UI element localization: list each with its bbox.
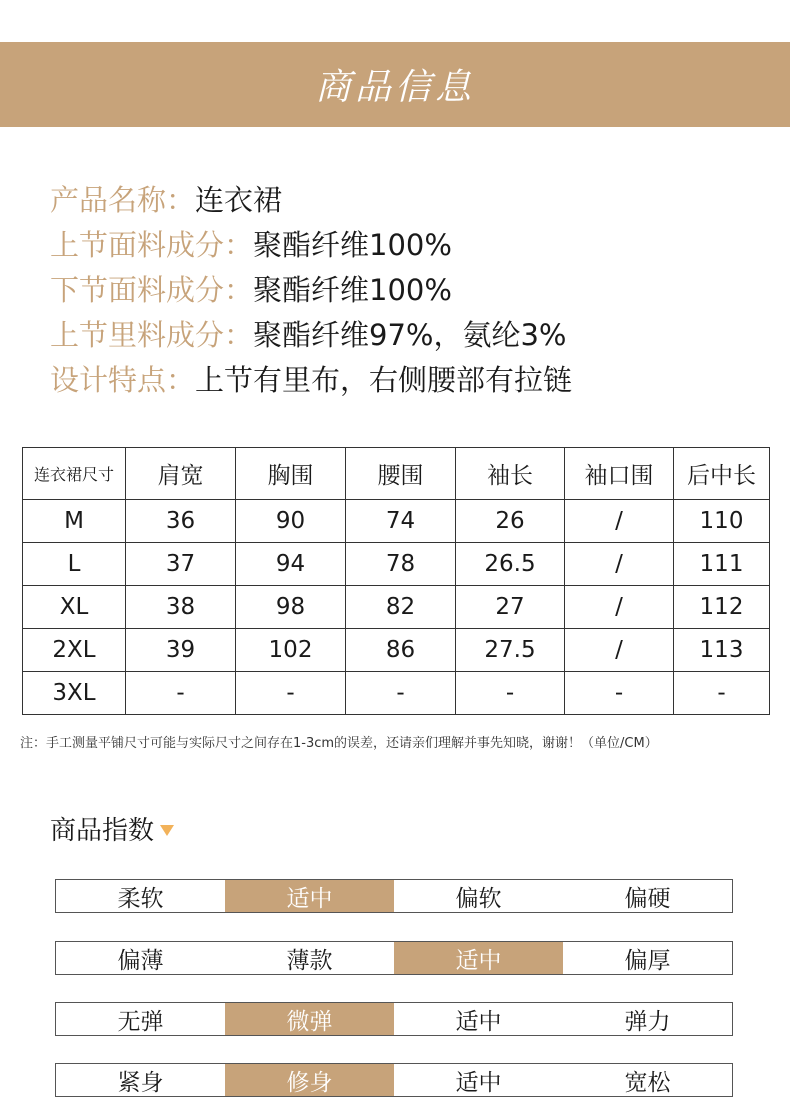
table-cell: 26.5: [456, 543, 565, 586]
index-option: 适中: [455, 1069, 502, 1096]
triangle-down-icon: [160, 825, 174, 836]
info-row-name: [50, 178, 572, 223]
table-cell: 112: [674, 586, 770, 629]
table-header-cell: 腰围: [346, 448, 456, 500]
info-key: 产品名称：: [50, 183, 196, 217]
index-option: 偏厚: [624, 947, 671, 974]
index-section-title: [50, 810, 174, 847]
table-cell: -: [565, 672, 674, 715]
banner-title: 商品信息: [314, 67, 475, 108]
table-cell: 39: [126, 629, 236, 672]
index-title-text: 商品指数: [50, 816, 155, 846]
table-cell: 78: [346, 543, 456, 586]
table-cell: 38: [126, 586, 236, 629]
table-header-cell: 连衣裙尺寸: [23, 448, 126, 500]
info-row-design: [50, 358, 572, 403]
table-cell: -: [674, 672, 770, 715]
table-cell: 113: [674, 629, 770, 672]
index-bar-fit: [55, 1063, 733, 1097]
index-option: 适中: [394, 942, 563, 974]
table-header-cell: 袖长: [456, 448, 565, 500]
index-option: 柔软: [117, 885, 164, 912]
table-cell: 86: [346, 629, 456, 672]
table-cell: XL: [23, 586, 126, 629]
table-cell: -: [346, 672, 456, 715]
table-cell: 111: [674, 543, 770, 586]
table-cell: -: [126, 672, 236, 715]
table-cell: 26: [456, 500, 565, 543]
table-cell: /: [565, 543, 674, 586]
table-cell: 90: [236, 500, 346, 543]
table-cell: 27.5: [456, 629, 565, 672]
index-option: 弹力: [624, 1008, 671, 1035]
table-row: [23, 672, 770, 715]
size-table: [22, 447, 770, 715]
table-cell: 110: [674, 500, 770, 543]
table-header-cell: 袖口围: [565, 448, 674, 500]
info-value: 聚酯纤维100%: [253, 228, 452, 262]
index-option: 无弹: [117, 1008, 164, 1035]
table-cell: L: [23, 543, 126, 586]
table-header-row: [23, 448, 770, 500]
measurement-note: 注：手工测量平铺尺寸可能与实际尺寸之间存在1-3cm的误差，还请亲们理解并事先知晓，谢谢！（单位/CM）: [20, 736, 658, 751]
index-option: 薄款: [286, 947, 333, 974]
table-cell: 27: [456, 586, 565, 629]
index-option: 适中: [225, 880, 394, 912]
index-option: 宽松: [624, 1069, 671, 1096]
info-row-upper-fabric: [50, 223, 572, 268]
table-cell: /: [565, 586, 674, 629]
index-option: 适中: [455, 1008, 502, 1035]
index-option: 修身: [225, 1064, 394, 1096]
section-banner: [0, 42, 790, 127]
info-row-lower-fabric: [50, 268, 572, 313]
index-bar-softness: [55, 879, 733, 913]
table-row: [23, 586, 770, 629]
table-header-cell: 胸围: [236, 448, 346, 500]
table-cell: 98: [236, 586, 346, 629]
info-key: 上节面料成分：: [50, 228, 254, 262]
index-option: 紧身: [117, 1069, 164, 1096]
table-cell: 82: [346, 586, 456, 629]
table-row: [23, 629, 770, 672]
index-option: 偏薄: [117, 947, 164, 974]
info-value: 连衣裙: [195, 183, 283, 217]
table-cell: 36: [126, 500, 236, 543]
table-row: [23, 500, 770, 543]
product-info-list: [50, 178, 572, 403]
table-row: [23, 543, 770, 586]
info-value: 上节有里布，右侧腰部有拉链: [195, 363, 573, 397]
table-cell: /: [565, 629, 674, 672]
info-value: 聚酯纤维97%，氨纶3%: [253, 318, 567, 352]
index-option: 偏软: [455, 885, 502, 912]
table-header-cell: 肩宽: [126, 448, 236, 500]
info-row-upper-lining: [50, 313, 572, 358]
index-option: 偏硬: [624, 885, 671, 912]
table-cell: 74: [346, 500, 456, 543]
table-cell: /: [565, 500, 674, 543]
table-cell: 37: [126, 543, 236, 586]
info-value: 聚酯纤维100%: [253, 273, 452, 307]
table-cell: 102: [236, 629, 346, 672]
table-cell: 3XL: [23, 672, 126, 715]
info-key: 上节里料成分：: [50, 318, 254, 352]
table-header-cell: 后中长: [674, 448, 770, 500]
info-key: 设计特点：: [50, 363, 196, 397]
index-bar-elasticity: [55, 1002, 733, 1036]
table-cell: 2XL: [23, 629, 126, 672]
info-key: 下节面料成分：: [50, 273, 254, 307]
table-cell: 94: [236, 543, 346, 586]
table-cell: -: [236, 672, 346, 715]
index-bar-thickness: [55, 941, 733, 975]
table-cell: -: [456, 672, 565, 715]
table-cell: M: [23, 500, 126, 543]
index-option: 微弹: [225, 1003, 394, 1035]
